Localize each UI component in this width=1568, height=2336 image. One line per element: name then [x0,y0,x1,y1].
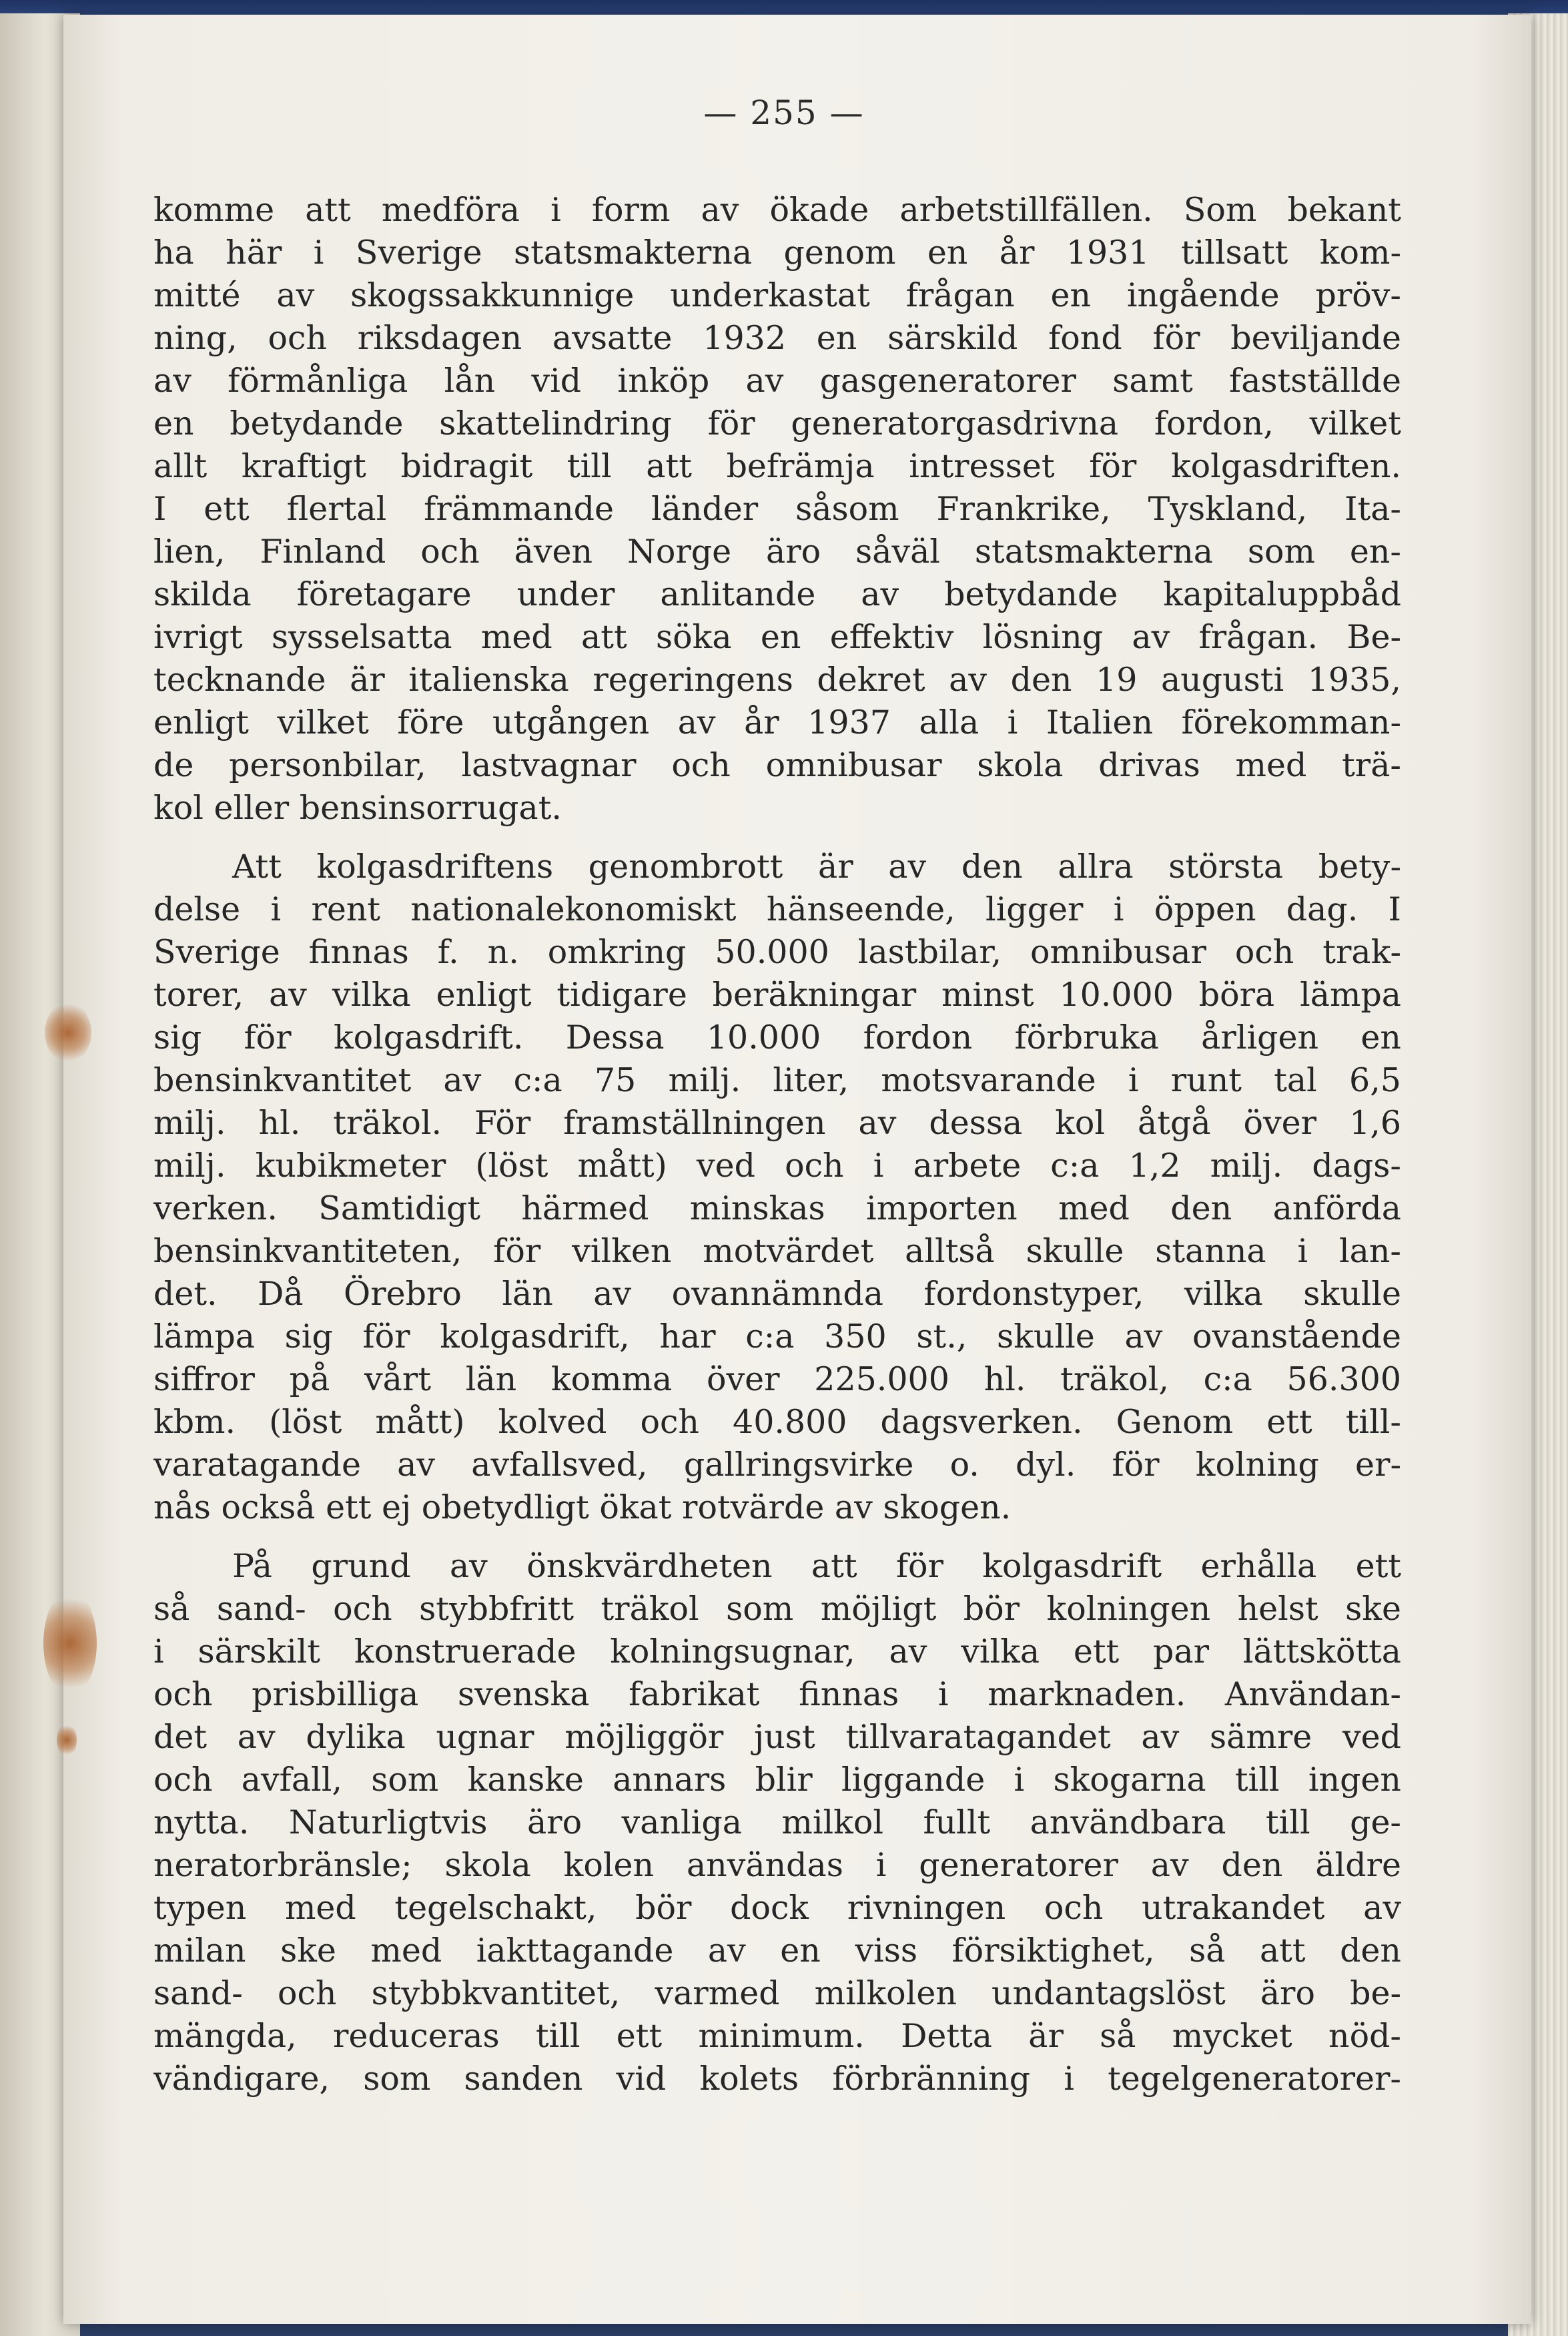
text-line: sand- och stybbkvantitet, varmed milkolen undantagslöst äro be- [153,1974,1401,2012]
text-line: delse i rent nationalekonomiskt hänseende, ligger i öppen dag. I [153,890,1401,928]
text-line: så sand- och stybbfritt träkol som möjligt bör kolningen helst ske [153,1590,1401,1628]
text-line: komme att medföra i form av ökade arbetstillfällen. Som bekant [153,191,1401,229]
text-line: siffror på vårt län komma över 225.000 hl. träkol, c:a 56.300 [153,1360,1401,1398]
paragraph-3 [153,1545,1401,2100]
text-line: det. Då Örebro län av ovannämnda fordonstyper, vilka skulle [153,1275,1401,1313]
text-line: torer, av vilka enligt tidigare beräkningar minst 10.000 böra lämpa [153,976,1401,1014]
body-text [153,189,1401,2116]
text-line: Sverige finnas f. n. omkring 50.000 lastbilar, omnibusar och trak- [153,933,1401,971]
text-line: mitté av skogssakkunnige underkastat frågan en ingående pröv- [153,276,1401,314]
text-line: ivrigt sysselsatta med att söka en effektiv lösning av frågan. Be- [153,618,1401,656]
text-line: nås också ett ej obetydligt ökat rotvärde av skogen. [153,1488,1012,1526]
text-line: kbm. (löst mått) kolved och 40.800 dagsverken. Genom ett till- [153,1403,1401,1441]
text-line: milj. hl. träkol. För framställningen av dessa kol åtgå över 1,6 [153,1104,1401,1142]
foxing-stain [57,1723,77,1757]
text-line: milan ske med iakttagande av en viss försiktighet, så att den [153,1932,1401,1970]
text-line: milj. kubikmeter (löst mått) ved och i arbete c:a 1,2 milj. dags- [153,1147,1401,1185]
text-line: vändigare, som sanden vid kolets förbränning i tegelgeneratorer- [153,2060,1401,2098]
page-number: — 255 — [703,93,865,132]
text-line: och avfall, som kanske annars blir liggande i skogarna till ingen [153,1761,1401,1799]
text-line: På grund av önskvärdheten att för kolgasdrift erhålla ett [232,1547,1401,1585]
text-line: allt kraftigt bidragit till att befrämja intresset för kolgasdriften. [153,447,1401,485]
text-line: skilda företagare under anlitande av betydande kapitaluppbåd [153,575,1401,613]
text-line: mängda, reduceras till ett minimum. Detta är så mycket nöd- [153,2017,1401,2055]
text-line: neratorbränsle; skola kolen användas i generatorer av den äldre [153,1846,1401,1884]
paragraph-1 [153,189,1401,830]
text-line: kol eller bensinsorrugat. [153,789,562,827]
text-line: bensinkvantitet av c:a 75 milj. liter, motsvarande i runt tal 6,5 [153,1061,1401,1099]
foxing-stain [45,1002,91,1063]
text-line: det av dylika ugnar möjliggör just tillvaratagandet av sämre ved [153,1718,1401,1756]
text-line: lämpa sig för kolgasdrift, har c:a 350 st., skulle av ovanstående [153,1318,1401,1356]
text-line: I ett flertal främmande länder såsom Frankrike, Tyskland, Ita- [153,490,1401,528]
text-line: lien, Finland och även Norge äro såväl statsmakterna som en- [153,533,1401,571]
text-line: en betydande skattelindring för generatorgasdrivna fordon, vilket [153,404,1401,443]
text-line: nytta. Naturligtvis äro vanliga milkol fullt användbara till ge- [153,1803,1401,1841]
text-line: och prisbilliga svenska fabrikat finnas i marknaden. Användan- [153,1675,1401,1713]
text-line: enligt vilket före utgången av år 1937 alla i Italien förekomman- [153,703,1401,742]
foxing-stain [43,1590,97,1697]
text-line: de personbilar, lastvagnar och omnibusar skola drivas med trä- [153,746,1401,784]
paragraph-2 [153,846,1401,1529]
text-line: sig för kolgasdrift. Dessa 10.000 fordon förbruka årligen en [153,1018,1401,1057]
text-line: ha här i Sverige statsmakterna genom en år 1931 tillsatt kom- [153,234,1401,272]
text-line: Att kolgasdriftens genombrott är av den allra största bety- [232,848,1401,886]
text-line: typen med tegelschakt, bör dock rivningen och utrakandet av [153,1889,1401,1927]
text-line: verken. Samtidigt härmed minskas importen med den anförda [153,1189,1401,1227]
text-line: av förmånliga lån vid inköp av gasgeneratorer samt fastställde [153,362,1401,400]
text-line: tecknande är italienska regeringens dekret av den 19 augusti 1935, [153,661,1401,699]
text-line: varatagande av avfallsved, gallringsvirke o. dyl. för kolning er- [153,1446,1401,1484]
text-line: ning, och riksdagen avsatte 1932 en särskild fond för beviljande [153,319,1401,357]
text-line: i särskilt konstruerade kolningsugnar, av vilka ett par lättskötta [153,1633,1401,1671]
text-line: bensinkvantiteten, för vilken motvärdet alltså skulle stanna i lan- [153,1232,1401,1270]
